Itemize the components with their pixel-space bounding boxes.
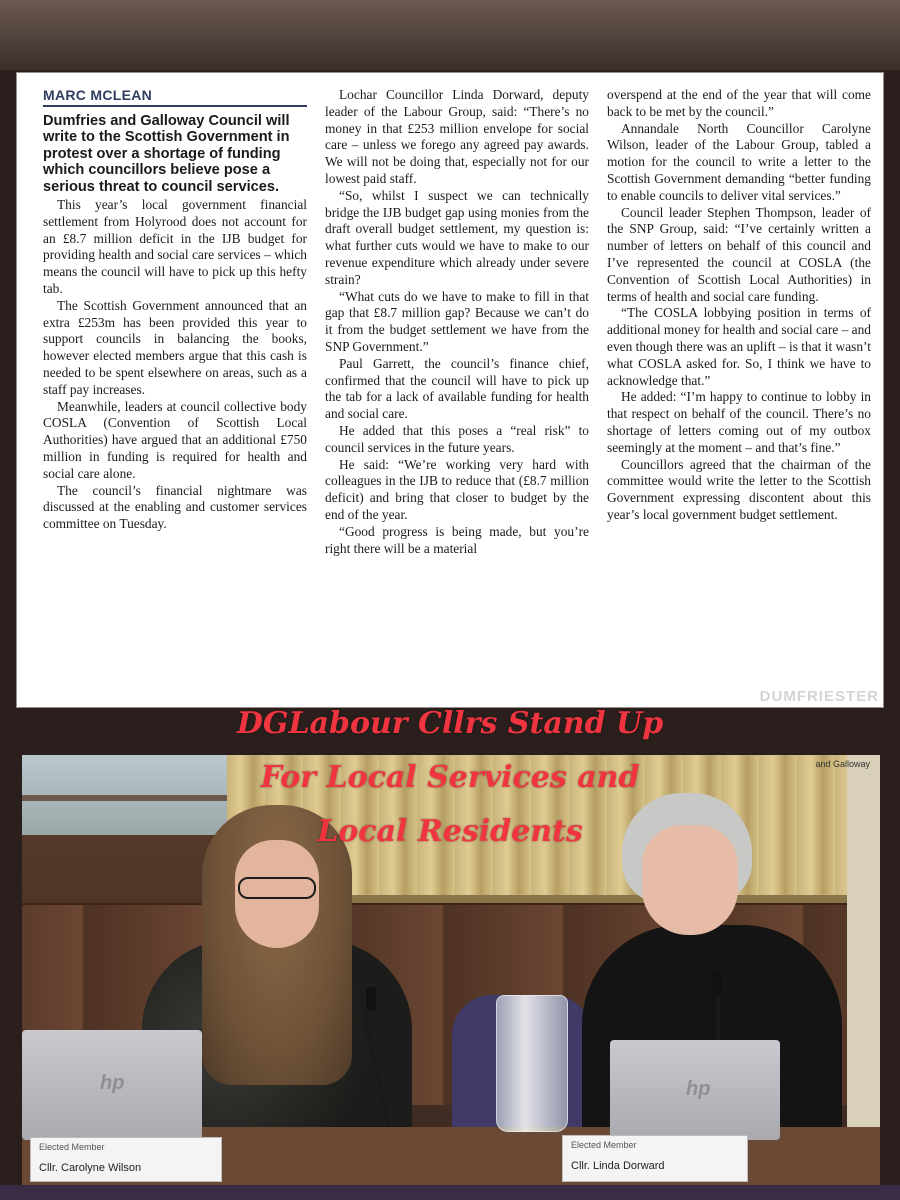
laptop-right (610, 1040, 780, 1140)
newspaper-clipping (16, 72, 884, 708)
article-lede: Dumfries and Galloway Council will write to the Scottish Government in protest over a shortage of funding which councillors believe pose a serious threat to council services. (43, 113, 290, 195)
nameplate-role: Elected Member (571, 1140, 637, 1150)
blurred-background-top (0, 0, 900, 70)
nameplate-role: Elected Member (39, 1142, 105, 1152)
article-column-2 (325, 87, 589, 557)
paragraph: Annandale North Councillor Carolyne Wilson, leader of the Labour Group, tabled a motion for the council to write a letter to the Scottish Government demanding “better funding to enable councils to deliver vital services.” (607, 120, 871, 203)
paragraph: Meanwhile, leaders at council collective body COSLA (Convention of Scottish Local Authorities) have argued that an additional £750 million in funding is required for health and social care alone. (43, 398, 307, 481)
broadcast-label: and Galloway (815, 759, 870, 769)
paragraph: “What cuts do we have to make to fill in that gap that £8.7 million gap? Because we can’t do it from the budget settlement we have from the SNP Government.” (325, 288, 589, 354)
microphone-icon (712, 973, 722, 997)
paragraph: This year’s local government financial settlement from Holyrood does not account for an £8.7 million deficit in the IJB budget for providing health and social care services – which means the council will have to pick up this hefty tab. (43, 197, 307, 297)
nameplate-left (30, 1137, 222, 1182)
overlay-caption-line-2: For Local Services and (260, 760, 640, 795)
microphone-icon (366, 987, 376, 1011)
paragraph: The Scottish Government announced that an extra £253m has been provided this year to support councils in balancing the books, however elected members argue that this cash is needed to be spent elsewhere on areas, such as a staff pay increases. (43, 297, 307, 397)
nameplate-right (562, 1135, 748, 1182)
article-column-1 (43, 113, 307, 533)
paragraph: Council leader Stephen Thompson, leader of the SNP Group, said: “I’ve certainly written a number of letters on behalf of this council and I’ve represented the council at COSLA (the Convention of Scottish Local Authorities) in terms of health and social care funding. (607, 204, 871, 304)
overlay-caption-line-1: DGLabour Cllrs Stand Up (236, 706, 664, 741)
paragraph: “Good progress is being made, but you’re right there will be a material (325, 523, 589, 556)
nameplate-name: Cllr. Linda Dorward (571, 1160, 665, 1172)
paragraph-continued: overspend at the end of the year that will come back to be met by the council.” (607, 87, 871, 119)
laptop-logo: hp (100, 1072, 125, 1094)
paragraph: “So, whilst I suspect we can technically bridge the IJB budget gap using monies from the draft overall budget settlement, my question is: what further cuts would we have to make to our revenue expenditure which already under severe strain? (325, 187, 589, 287)
paragraph: Lochar Councillor Linda Dorward, deputy leader of the Labour Group, said: “There’s no money in that £253 million envelope for social care – unless we forego any agreed pay awards. We will not be doing that, especially not for our lowest paid staff. (325, 87, 589, 186)
paragraph: He said: “We’re working very hard with colleagues in the IJB to reduce that (£8.7 million deficit) and bring that closer to budget by the end of the year. (325, 456, 589, 522)
water-jug (496, 995, 568, 1132)
paragraph: He added: “I’m happy to continue to lobby in that respect on behalf of the council. There’s no shortage of letters coming out of my outbox seemingly at the moment – and that’s fine.” (607, 389, 871, 455)
laptop-left (22, 1030, 202, 1140)
paragraph: He added that this poses a “real risk” to council services in the future years. (325, 422, 589, 455)
paragraph: Paul Garrett, the council’s finance chief, confirmed that the council will have to pick up the tab for a lack of available funding for health and social care. (325, 355, 589, 422)
overlay-caption-line-3: Local Residents (317, 814, 583, 849)
paragraph: “The COSLA lobbying position in terms of additional money for health and social care – and even though there was an uplift – is that it wasn’t what COSLA asked for. So, I think we have to acknowledge that.” (607, 305, 871, 388)
laptop-logo: hp (686, 1078, 711, 1100)
byline: MARC MCLEAN (43, 87, 307, 107)
article-column-3 (607, 87, 871, 524)
window-frame (22, 795, 227, 801)
nameplate-name: Cllr. Carolyne Wilson (39, 1162, 142, 1174)
paragraph: The council’s financial nightmare was discussed at the enabling and customer services committee on Tuesday. (43, 482, 307, 532)
blurred-background-bottom (0, 1185, 900, 1200)
newspaper-watermark: DUMFRIESTER (759, 688, 879, 705)
glasses (238, 877, 316, 899)
paragraph: Councillors agreed that the chairman of the committee would write the letter to the Scottish Government expressing discontent about this year’s local government budget settlement. (607, 456, 871, 522)
